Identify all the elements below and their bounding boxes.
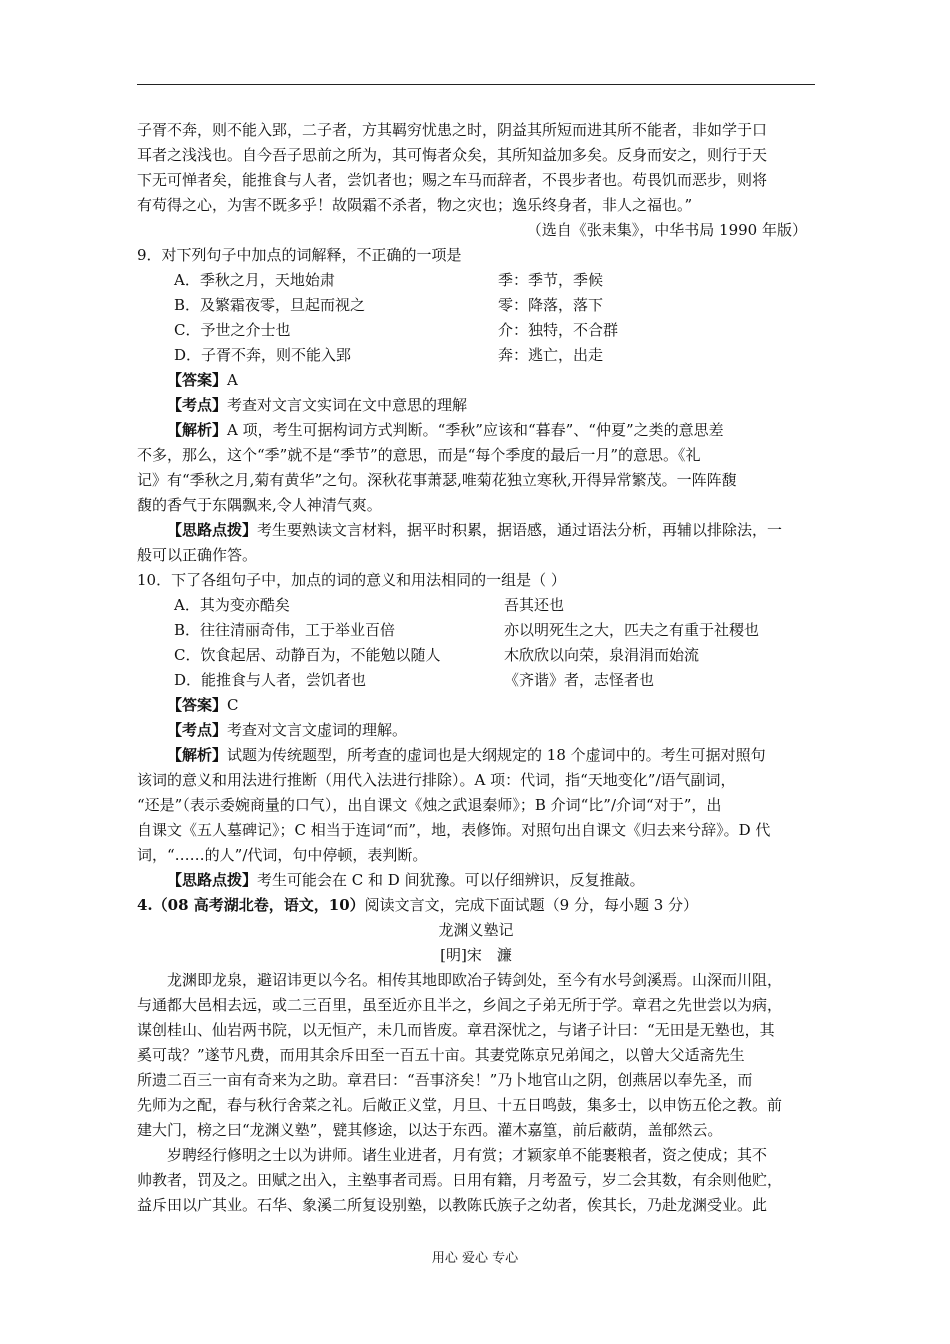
option-gloss: 季：季节，季候	[498, 271, 604, 289]
analysis-line: 馥的香气于东隅飘来,令人神清气爽。	[137, 496, 382, 514]
article-line: 帅教者，罚及之。田赋之出入，主塾事者司焉。日用有籍，月考盈亏，岁二会其数，有余则他贮，	[137, 1171, 783, 1189]
option-gloss: 介：独特，不合群	[498, 321, 619, 339]
tip-text: 考生要熟读文言材料，据平时积累，据语感，通过语法分析，再辅以排除法，一	[257, 521, 783, 539]
option-sentence: B．及繁霜夜零，旦起而视之	[174, 296, 366, 314]
passage-line: 子胥不奔，则不能入郢，二子者，方其羁穷忧患之时，阴益其所短而进其所不能者，非如学于口	[137, 121, 768, 139]
passage-line: 耳者之浅浅也。自今吾子思前之所为，其可悔者众矣，其所知益加多矣。反身而安之，则行于天	[137, 146, 768, 164]
analysis-label: 【解析】	[167, 746, 228, 764]
passage-line: 有苟得之心，为害不既多乎！故陨霜不杀者，物之灾也；逸乐终身者，非人之福也。”	[137, 196, 693, 214]
answer-line	[137, 693, 815, 718]
tip-text: 考生可能会在 C 和 D 间犹豫。可以仔细辨识，反复推敲。	[257, 871, 645, 889]
article-line: 所遗二百三一亩有奇来为之助。章君曰：“吾事济矣！”乃卜地官山之阴，创燕居以奉先圣，而	[137, 1071, 753, 1089]
option-sentence-a: A．其为变亦酷矣	[174, 596, 290, 614]
analysis-line: 该词的意义和用法进行推断（用代入法进行排除）。A 项：代词，指“天地变化”/语气副词，	[137, 771, 736, 789]
question-stem: 9．对下列句子中加点的词解释，不正确的一项是	[137, 246, 462, 264]
option-sentence-b: 木欣欣以向荣，泉涓涓而始流	[504, 646, 700, 664]
option-row	[137, 343, 815, 368]
option-sentence-a: C．饮食起居、动静百为，不能勉以随人	[174, 646, 441, 664]
question-9	[137, 243, 815, 568]
answer-value: C	[227, 696, 239, 714]
option-sentence: D．子胥不奔，则不能入郢	[174, 346, 352, 364]
passage-line: 下无可惮者矣，能推食与人者，尝饥者也；赐之车马而辞者，不畏步者也。苟畏饥而恶步，则将	[137, 171, 768, 189]
answer-label: 【答案】	[167, 371, 228, 389]
option-gloss: 奔：逃亡，出走	[498, 346, 604, 364]
article-line: 先师为之配，春与秋行舍菜之礼。后敞正义堂，月旦、十五日鸣鼓，集多士，以申饬五伦之教。前	[137, 1096, 783, 1114]
analysis-line	[137, 418, 815, 443]
question-10	[137, 568, 815, 893]
article-author: [明]宋 濂	[440, 946, 512, 964]
point-text: 考查对文言文实词在文中意思的理解	[227, 396, 468, 414]
question-heading	[137, 893, 815, 918]
analysis-line	[137, 743, 815, 768]
article-line: 建大门，榜之曰“龙渊义塾”，甓其修途，以达于东西。灌木嘉篁，前后蔽荫，盖郁然云。	[137, 1121, 723, 1139]
answer-line	[137, 368, 815, 393]
analysis-text: 试题为传统题型，所考查的虚词也是大纲规定的 18 个虚词中的。考生可据对照句	[227, 746, 766, 764]
analysis-line: 记》有“季秋之月,菊有黄华”之句。深秋花事萧瑟,唯菊花独立寒秋,开得异常繁茂。一阵阵馥	[137, 471, 737, 489]
option-sentence-a: D．能推食与人者，尝饥者也	[174, 671, 367, 689]
point-label: 【考点】	[167, 721, 228, 739]
answer-label: 【答案】	[167, 696, 228, 714]
question-stem: 10．下了各组句子中，加点的词的意义和用法相同的一组是（ ）	[137, 571, 566, 589]
point-text: 考查对文言文虚词的理解。	[227, 721, 408, 739]
tip-line: 般可以正确作答。	[137, 546, 258, 564]
option-row	[137, 293, 815, 318]
option-sentence-b: 亦以明死生之大，匹夫之有重于社稷也	[504, 621, 760, 639]
source-citation: （选自《张耒集》，中华书局 1990 年版）	[526, 221, 807, 239]
analysis-line: 不多，那么，这个“季”就不是“季节”的意思，而是“每个季度的最后一月”的意思。《礼	[137, 446, 701, 464]
option-sentence: A．季秋之月，天地始肃	[174, 271, 335, 289]
question-source: 4.（08 高考湖北卷，语文，10）	[137, 896, 365, 914]
article-line: 与通都大邑相去远，或二三百里，虽至近亦且半之，乡闾之子弟无所于学。章君之先世尝以为病，	[137, 996, 783, 1014]
article-line: 奚可哉？”遂节凡费，而用其余斥田至一百五十亩。其妻党陈京兄弟闻之，以曾大父适斋先生	[137, 1046, 745, 1064]
point-label: 【考点】	[167, 396, 228, 414]
option-row	[137, 618, 815, 643]
document-page	[137, 118, 815, 1218]
point-line	[137, 718, 815, 743]
option-sentence-b: 吾其还也	[504, 596, 565, 614]
tip-line	[137, 868, 815, 893]
analysis-label: 【解析】	[167, 421, 228, 439]
analysis-line: 自课文《五人墓碑记》；C 相当于连词“而”，地，表修饰。对照句出自课文《归去来兮辞》。D 代	[137, 821, 771, 839]
option-row	[137, 643, 815, 668]
question-instruction: 阅读文言文，完成下面试题（9 分，每小题 3 分）	[364, 896, 699, 914]
option-row	[137, 668, 815, 693]
option-gloss: 零：降落，落下	[498, 296, 604, 314]
tip-label: 【思路点拨】	[167, 871, 258, 889]
point-line	[137, 393, 815, 418]
option-row	[137, 593, 815, 618]
article-line: 龙渊即龙泉，避诏讳更以今名。相传其地即欧冶子铸剑处，至今有水号剑溪焉。山深而川阻，	[167, 971, 783, 989]
option-sentence-a: B．往往清丽奇伟，工于举业百倍	[174, 621, 396, 639]
analysis-line: “还是”（表示委婉商量的口气），出自课文《烛之武退秦师》；B 介词“比”/介词“对于”，出	[137, 796, 722, 814]
article-line: 益斥田以广其业。石华、象溪二所复设别塾，以教陈氏族子之幼者，俟其长，乃赴龙渊受业。此	[137, 1196, 768, 1214]
analysis-line: 词，“……的人”/代词，句中停顿，表判断。	[137, 846, 428, 864]
question-4	[137, 893, 815, 1218]
passage-1	[137, 118, 815, 243]
header-rule	[137, 84, 815, 85]
article-title: 龙渊义塾记	[438, 921, 514, 939]
option-sentence: C．予世之介士也	[174, 321, 291, 339]
page-footer: 用心 爱心 专心	[431, 1251, 519, 1266]
option-row	[137, 318, 815, 343]
tip-label: 【思路点拨】	[167, 521, 258, 539]
option-row	[137, 268, 815, 293]
answer-value: A	[227, 371, 238, 389]
analysis-text: A 项，考生可据构词方式判断。“季秋”应该和“暮春”、“仲夏”之类的意思差	[227, 421, 724, 439]
option-sentence-b: 《齐谐》者，志怪者也	[504, 671, 655, 689]
tip-line	[137, 518, 815, 543]
article-line: 岁聘经行修明之士以为讲师。诸生业进者，月有赏；才颖家单不能裹粮者，资之使成；其不	[167, 1146, 768, 1164]
article-line: 谋创桂山、仙岩两书院，以无恒产，未几而皆废。章君深忧之，与诸子计曰：“无田是无塾也，其	[137, 1021, 775, 1039]
